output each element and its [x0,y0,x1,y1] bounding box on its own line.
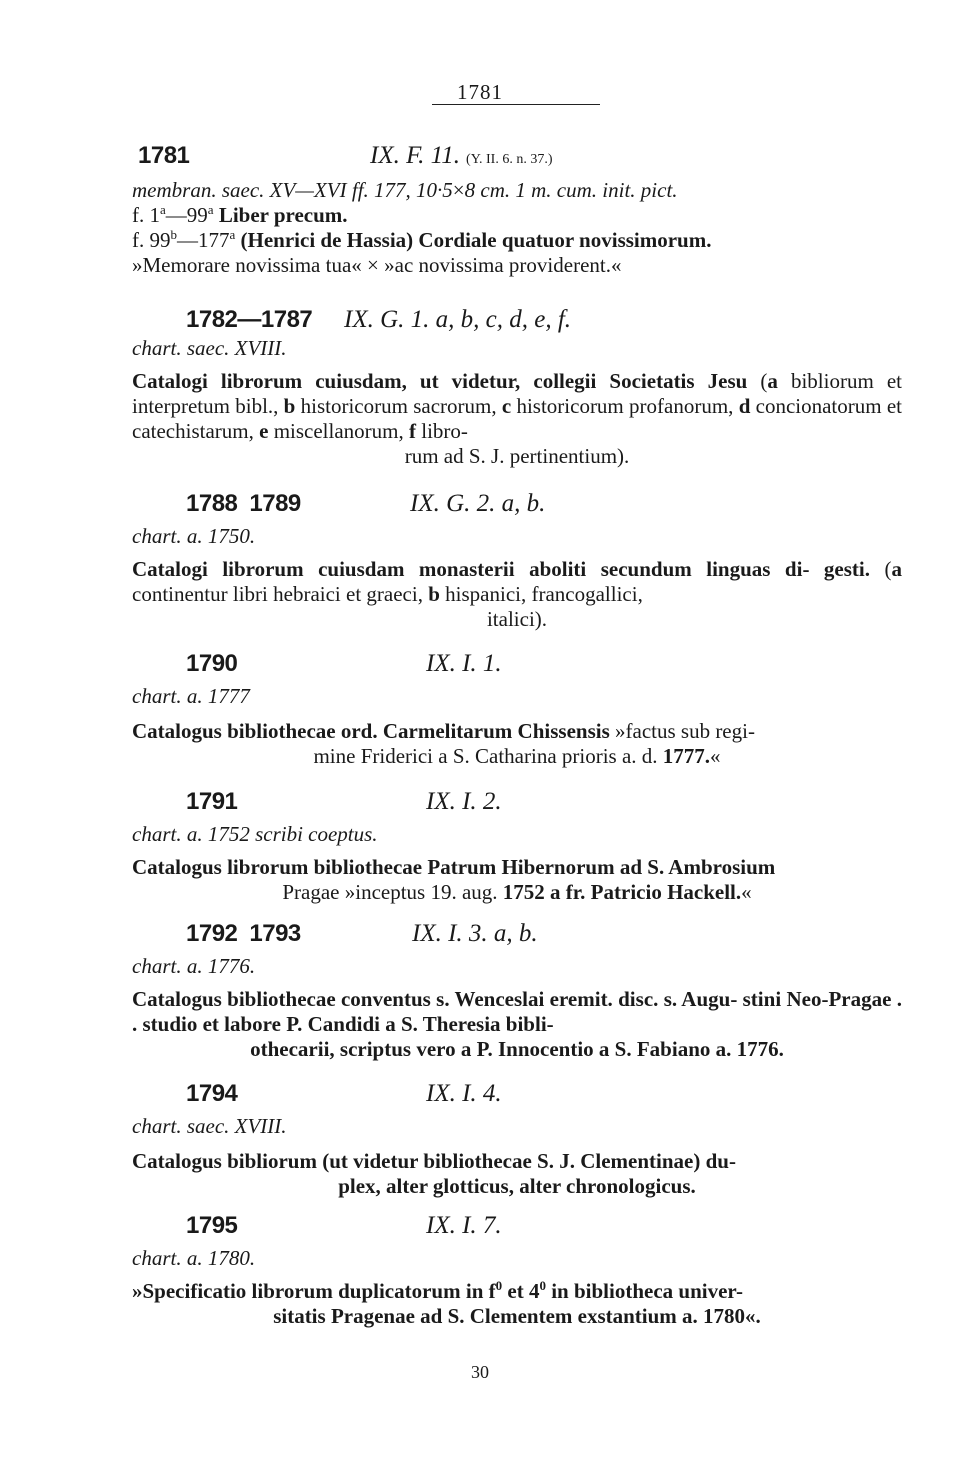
physical-description: chart. a. 1776. [132,954,256,978]
entry-1794 [132,1080,902,1199]
shelfmark: IX. I. 4. [426,1080,502,1107]
page-number: 30 [471,1362,489,1382]
entry-number: 1782—1787 [186,306,313,333]
entry-description-end: rum ad S. J. pertinentium). [404,444,630,468]
entry-description: Catalogus librorum bibliothecae Patrum Hibernorum ad S. Ambrosium [132,855,776,879]
incipit-explicit: »Memorare novissima tua« × »ac novissima providerent.« [132,253,622,277]
physical-description: chart. saec. XVIII. [132,336,287,360]
entry-number: 1794 [186,1080,238,1107]
running-head-rule [432,104,600,105]
entry-description: Catalogus bibliothecae conventus s. Wenceslai eremit. disc. s. Augu- stini Neo-Pragae . . studio et labore P. Candidi a S. Theresia bibli- [132,987,902,1036]
old-shelfmark: (Y. II. 6. n. 37.) [466,152,553,167]
shelfmark: IX. I. 2. [426,788,502,815]
shelfmark: IX. I. 3. a, b. [412,920,538,947]
entry-description-end: mine Friderici a S. Catharina prioris a. d. 1777.« [313,744,721,768]
entry-description-end: plex, alter glotticus, alter chronologicus. [338,1174,696,1198]
physical-description: chart. a. 1752 scribi coeptus. [132,822,378,846]
entry-description-end: sitatis Pragenae ad S. Clementem exstantium a. 1780«. [273,1304,761,1328]
entry-description-end: italici). [486,607,548,631]
entry-1791 [132,788,902,905]
entry-number: 1792 1793 [186,920,301,947]
entry-1781 [132,142,902,278]
physical-description: membran. saec. XV—XVI ff. 177, 10·5×8 cm. 1 m. cum. init. pict. [132,178,678,202]
entry-description-end: Pragae »inceptus 19. aug. 1752 a fr. Patricio Hackell.« [282,880,752,904]
physical-description: chart. a. 1777 [132,684,250,708]
content-line: f. 99$^b$—177$^a$ (Henrici de Hassia) Cordiale quatuor novissimorum. [132,227,712,252]
shelfmark: IX. I. 7. [426,1212,502,1239]
entry-number: 1781 [138,142,190,169]
content-line: f. 1$^a$—99$^a$ Liber precum. [132,202,348,227]
entry-description-end: othecarii, scriptus vero a P. Innocentio a S. Fabiano a. 1776. [250,1037,784,1061]
entry-1782-1787 [132,306,902,469]
entry-1790 [132,650,902,769]
shelfmark: IX. F. 11. (Y. II. 6. n. 37.) [370,142,553,169]
entry-number: 1795 [186,1212,238,1239]
entry-description: Catalogus bibliorum (ut videtur bibliothecae S. J. Clementinae) du- [132,1149,736,1173]
entry-number: 1790 [186,650,238,677]
entry-number: 1791 [186,788,238,815]
running-head: 1781 [457,80,503,104]
entry-description: »Specificatio librorum duplicatorum in $f^0$ et $4^0$ in bibliotheca univer- [132,1278,743,1303]
entry-description: Catalogus bibliothecae ord. Carmelitarum Chissensis »factus sub regi- [132,719,755,743]
shelfmark: IX. I. 1. [426,650,502,677]
entry-1788-1789 [132,490,902,632]
physical-description: chart. saec. XVIII. [132,1114,287,1138]
entry-1795 [132,1212,902,1329]
physical-description: chart. a. 1780. [132,1246,256,1270]
entry-number: 1788 1789 [186,490,301,517]
shelfmark: IX. G. 2. a, b. [410,490,546,517]
physical-description: chart. a. 1750. [132,524,256,548]
entry-description: Catalogi librorum cuiusdam monasterii aboliti secundum linguas di- gesti. (a continentur libri hebraici et graeci, b hispanici, francogallici, [132,557,902,606]
entry-1792-1793 [132,920,902,1062]
entry-description: Catalogi librorum cuiusdam, ut videtur, collegii Societatis Jesu (a bibliorum et interpretum bibl., b historicorum sacrorum, c historicorum profanorum, d concionatorum et catechistarum, e miscellanorum, f libro- [132,369,903,443]
shelfmark: IX. G. 1. a, b, c, d, e, f. [344,306,572,333]
